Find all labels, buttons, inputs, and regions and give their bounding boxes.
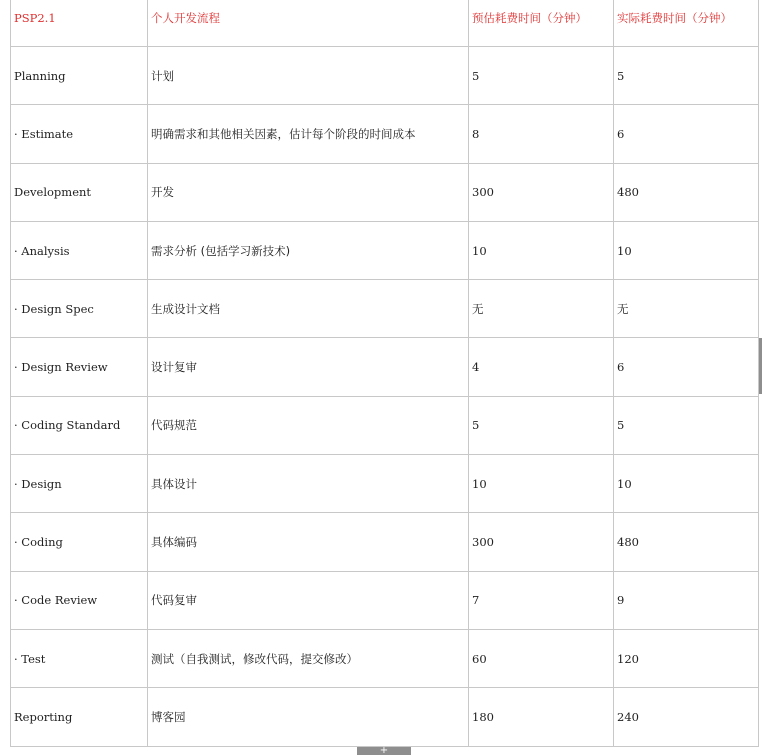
cell-estimated: 300 xyxy=(469,513,614,571)
cell-stage: · Analysis xyxy=(11,221,148,279)
cell-actual: 480 xyxy=(614,513,759,571)
header-actual-time: 实际耗费时间（分钟） xyxy=(614,0,759,47)
cell-actual: 10 xyxy=(614,455,759,513)
table-row xyxy=(11,688,759,746)
table-row xyxy=(11,163,759,221)
cell-actual: 5 xyxy=(614,47,759,105)
table-header-row xyxy=(11,0,759,47)
cell-actual: 480 xyxy=(614,163,759,221)
table-row xyxy=(11,338,759,396)
cell-actual: 9 xyxy=(614,571,759,629)
table-row xyxy=(11,571,759,629)
cell-actual: 120 xyxy=(614,629,759,687)
cell-estimated: 5 xyxy=(469,396,614,454)
cell-process: 开发 xyxy=(148,163,469,221)
cell-process: 具体编码 xyxy=(148,513,469,571)
cell-process: 具体设计 xyxy=(148,455,469,513)
plus-icon: + xyxy=(379,745,389,756)
cell-process: 设计复审 xyxy=(148,338,469,396)
cell-process: 博客园 xyxy=(148,688,469,746)
cell-actual: 10 xyxy=(614,221,759,279)
cell-actual: 240 xyxy=(614,688,759,746)
cell-stage: · Estimate xyxy=(11,105,148,163)
cell-estimated: 7 xyxy=(469,571,614,629)
cell-stage: · Coding xyxy=(11,513,148,571)
cell-stage: · Code Review xyxy=(11,571,148,629)
cell-process: 生成设计文档 xyxy=(148,280,469,338)
cell-estimated: 10 xyxy=(469,455,614,513)
cell-process: 需求分析 (包括学习新技术) xyxy=(148,221,469,279)
psp-table xyxy=(10,0,759,747)
cell-estimated: 180 xyxy=(469,688,614,746)
cell-stage: · Design Review xyxy=(11,338,148,396)
cell-process: 代码复审 xyxy=(148,571,469,629)
table-row xyxy=(11,396,759,454)
cell-process: 计划 xyxy=(148,47,469,105)
cell-estimated: 300 xyxy=(469,163,614,221)
cell-process: 明确需求和其他相关因素，估计每个阶段的时间成本 xyxy=(148,105,469,163)
cell-estimated: 5 xyxy=(469,47,614,105)
cell-estimated: 4 xyxy=(469,338,614,396)
cell-actual: 6 xyxy=(614,338,759,396)
cell-actual: 6 xyxy=(614,105,759,163)
cell-stage: Reporting xyxy=(11,688,148,746)
table-row xyxy=(11,47,759,105)
table-row xyxy=(11,629,759,687)
cell-estimated: 10 xyxy=(469,221,614,279)
table-row xyxy=(11,280,759,338)
add-tab-button[interactable] xyxy=(357,747,411,755)
table-row xyxy=(11,455,759,513)
cell-stage: · Test xyxy=(11,629,148,687)
cell-stage: · Design xyxy=(11,455,148,513)
cell-process: 代码规范 xyxy=(148,396,469,454)
cell-estimated: 无 xyxy=(469,280,614,338)
table-row xyxy=(11,221,759,279)
cell-stage: · Design Spec xyxy=(11,280,148,338)
cell-stage: · Coding Standard xyxy=(11,396,148,454)
cell-stage: Planning xyxy=(11,47,148,105)
header-process: 个人开发流程 xyxy=(148,0,469,47)
table-row xyxy=(11,105,759,163)
cell-stage: Development xyxy=(11,163,148,221)
cell-actual: 5 xyxy=(614,396,759,454)
cell-actual: 无 xyxy=(614,280,759,338)
cell-estimated: 60 xyxy=(469,629,614,687)
table-row xyxy=(11,513,759,571)
cell-estimated: 8 xyxy=(469,105,614,163)
cell-process: 测试（自我测试，修改代码，提交修改） xyxy=(148,629,469,687)
header-psp: PSP2.1 xyxy=(11,0,148,47)
header-estimated-time: 预估耗费时间（分钟） xyxy=(469,0,614,47)
